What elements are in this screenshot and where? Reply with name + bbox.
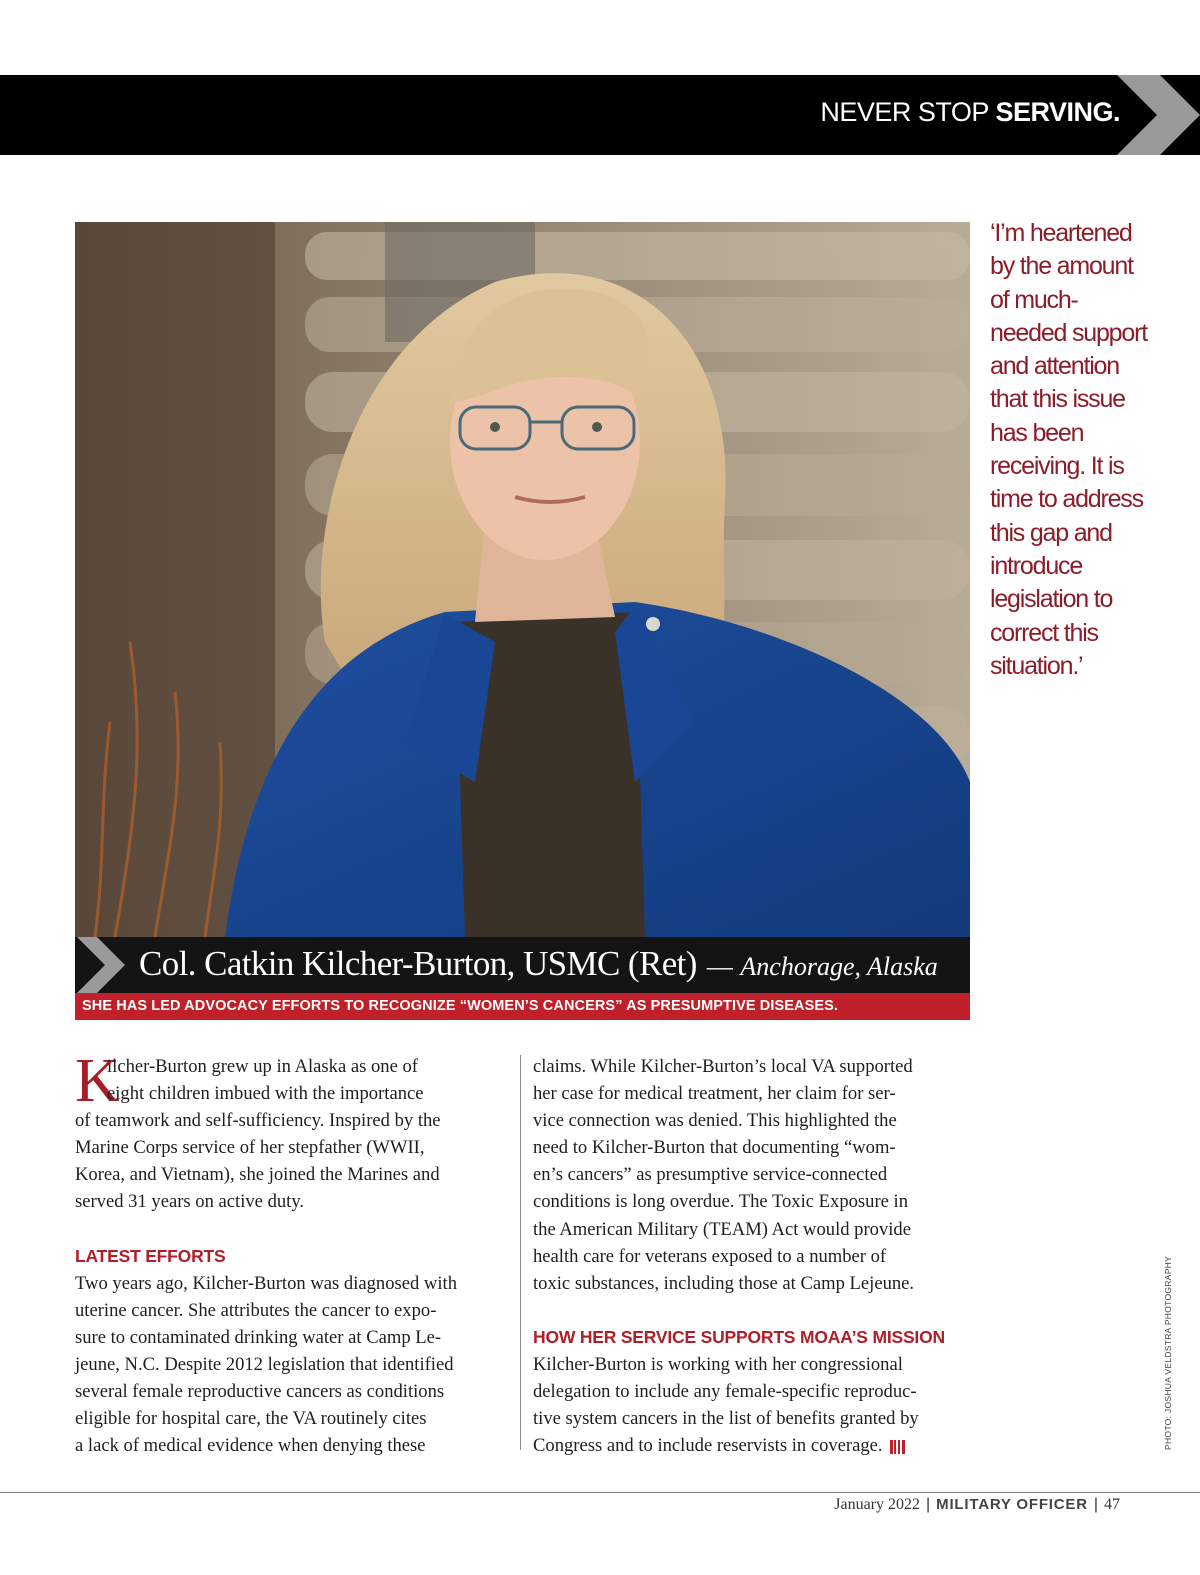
body-text-line: eight children imbued with the importance <box>107 1083 424 1105</box>
body-text-line: claims. While Kilcher-Burton’s local VA supported <box>533 1056 913 1077</box>
photo-caption-bar <box>75 937 970 993</box>
portrait-photo <box>75 222 970 937</box>
pull-quote-line: and attention <box>990 352 1119 381</box>
banner-title <box>820 97 1120 128</box>
body-text-line: her case for medical treatment, her claim for ser- <box>533 1083 896 1105</box>
pull-quote-line: legislation to <box>990 585 1113 614</box>
pull-quote-line: introduce <box>990 551 1083 580</box>
body-text-line: of teamwork and self-sufficiency. Inspired by the <box>75 1110 441 1132</box>
caption-location: Anchorage, Alaska <box>740 952 938 981</box>
photo-credit: PHOTO: JOSHUA VELDSTRA PHOTOGRAPHY <box>1163 1255 1173 1450</box>
body-text-line: Two years ago, Kilcher-Burton was diagnosed with <box>75 1272 457 1294</box>
caption-subtitle-bar <box>75 993 970 1020</box>
top-banner <box>0 75 1200 155</box>
caption-name-line <box>139 944 938 984</box>
banner-title-light: NEVER STOP <box>820 97 996 127</box>
pull-quote-line: ‘I’m heartened <box>990 219 1132 247</box>
page-number: 47 <box>1104 1496 1120 1513</box>
pull-quote <box>990 217 1147 683</box>
body-text-line: jeune, N.C. Despite 2012 legislation that identified <box>75 1354 454 1376</box>
article-column-left <box>75 1047 515 1459</box>
body-text-line: tive system cancers in the list of benefits granted by <box>533 1408 919 1430</box>
chevron-right-icon <box>1105 75 1200 155</box>
banner-title-bold: SERVING. <box>995 97 1120 127</box>
body-text-line: need to Kilcher-Burton that documenting “wom- <box>533 1137 896 1159</box>
pull-quote-line: by the amount <box>990 252 1133 281</box>
body-text-line: the American Military (TEAM) Act would provide <box>533 1218 911 1240</box>
body-text-line: served 31 years on active duty. <box>75 1191 305 1213</box>
caption-name: Col. Catkin Kilcher-Burton, USMC (Ret) <box>139 944 697 983</box>
page-footer <box>834 1496 1120 1514</box>
article-column-right <box>533 1053 973 1459</box>
section-heading-latest-efforts: LATEST EFFORTS <box>75 1245 226 1266</box>
latest-efforts-paragraph <box>75 1270 515 1460</box>
pull-quote-line: situation.’ <box>990 651 1083 680</box>
caption-subtitle: SHE HAS LED ADVOCACY EFFORTS TO RECOGNIZE “WOMEN’S CANCERS” AS PRESUMPTIVE DISEASES. <box>82 998 839 1014</box>
pull-quote-line: of much- <box>990 285 1078 314</box>
pull-quote-line: has been <box>990 418 1084 447</box>
footer-separator: | <box>926 1496 931 1513</box>
body-text-line: Congress and to include reservists in coverage. <box>533 1432 973 1459</box>
intro-paragraph <box>75 1047 515 1216</box>
body-text-line: sure to contaminated drinking water at Camp Le- <box>75 1326 442 1348</box>
body-text-line: several female reproductive cancers as conditions <box>75 1381 445 1403</box>
body-text-line: Korea, and Vietnam), she joined the Marines and <box>75 1164 440 1186</box>
latest-efforts-paragraph-continued <box>533 1053 973 1297</box>
pull-quote-line: time to address <box>990 485 1143 514</box>
body-text-line: delegation to include any female-specific reproduc- <box>533 1381 917 1403</box>
body-text-line: toxic substances, including those at Camp Lejeune. <box>533 1272 915 1294</box>
footer-rule <box>0 1492 1200 1493</box>
footer-separator: | <box>1093 1496 1098 1513</box>
body-text-line: conditions is long overdue. The Toxic Exposure in <box>533 1191 908 1213</box>
chevron-right-icon <box>75 937 135 993</box>
body-text-line: ilcher-Burton grew up in Alaska as one of <box>107 1056 418 1077</box>
body-text-line: Marine Corps service of her stepfather (WWII, <box>75 1137 425 1159</box>
pull-quote-line: needed support <box>990 318 1147 347</box>
end-mark-icon <box>889 1439 907 1455</box>
body-text-line: Kilcher-Burton is working with her congressional <box>533 1354 903 1376</box>
body-text-line: uterine cancer. She attributes the cancer to expo- <box>75 1299 437 1321</box>
pull-quote-line: correct this <box>990 618 1098 647</box>
drop-cap: K <box>75 1047 120 1115</box>
footer-publication: MILITARY OFFICER <box>936 1496 1088 1513</box>
moaa-mission-paragraph <box>533 1351 973 1459</box>
caption-dash: — <box>706 952 733 981</box>
body-text-line: health care for veterans exposed to a number of <box>533 1245 887 1267</box>
pull-quote-line: this gap and <box>990 518 1112 547</box>
pull-quote-line: receiving. It is <box>990 452 1124 481</box>
column-divider <box>520 1055 521 1450</box>
pull-quote-line: that this issue <box>990 385 1125 414</box>
body-text-line: eligible for hospital care, the VA routinely cites <box>75 1408 427 1430</box>
body-text-line: en’s cancers” as presumptive service-connected <box>533 1164 888 1186</box>
footer-date: January 2022 <box>834 1496 920 1513</box>
body-text-line: a lack of medical evidence when denying these <box>75 1435 426 1457</box>
section-heading-moaa-mission: HOW HER SERVICE SUPPORTS MOAA’S MISSION <box>533 1326 945 1347</box>
body-text-line: vice connection was denied. This highlighted the <box>533 1110 897 1132</box>
